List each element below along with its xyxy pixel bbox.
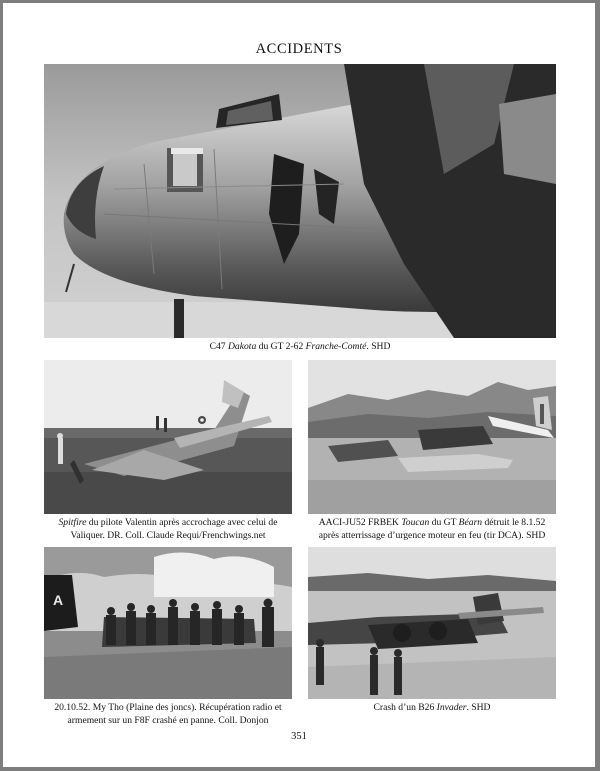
caption-ju52-toucan	[308, 517, 556, 542]
caption-line-2: Valiquer. DR. Coll. Claude Requi/Frenchwings.net	[70, 529, 266, 541]
caption-b26-invader	[308, 702, 556, 715]
book-page	[3, 3, 595, 767]
caption-text: du pilote Valentin après accrochage avec celui de	[86, 517, 278, 528]
photo-f8f-recovery-image	[44, 547, 292, 699]
caption-line-1: 20.10.52. My Tho (Plaine des joncs). Récupération radio et	[54, 702, 282, 713]
caption-text: C47	[209, 341, 228, 352]
caption-text: . SHD	[466, 702, 491, 713]
photo-f8f-recovery	[44, 547, 292, 699]
caption-italic-aircraft-name: Invader	[436, 702, 467, 713]
photo-c47-dakota	[44, 64, 556, 338]
tail-letter: A	[52, 592, 64, 608]
caption-text: . SHD	[366, 341, 391, 352]
caption-line	[44, 341, 556, 354]
caption-line-2: armement sur un F8F crashé en panne. Coll. Donjon	[67, 714, 269, 726]
caption-f8f-recovery	[44, 702, 292, 727]
caption-line-2: après atterrissage d’urgence moteur en feu (tir DCA). SHD	[318, 529, 546, 541]
photo-c47-dakota-image	[44, 64, 556, 338]
caption-italic-aircraft-name: Toucan	[401, 517, 430, 528]
caption-line-1	[308, 517, 556, 530]
photo-spitfire	[44, 360, 292, 514]
caption-text: détruit le 8.1.52	[482, 517, 546, 528]
caption-italic-unit-name: Franche-Comté	[305, 341, 367, 352]
page-number: 351	[291, 731, 307, 742]
photo-spitfire-image	[44, 360, 292, 514]
caption-spitfire	[44, 517, 292, 542]
running-header: ACCIDENTS	[255, 41, 343, 57]
caption-italic-aircraft-name: Dakota	[228, 341, 257, 352]
caption-text: du GT	[429, 517, 459, 528]
photo-ju52-toucan-image	[308, 360, 556, 514]
photo-b26-invader-image	[308, 547, 556, 699]
photo-b26-invader	[308, 547, 556, 699]
caption-text: du GT 2-62	[256, 341, 306, 352]
caption-text: Crash d’un B26	[373, 702, 437, 713]
caption-line-1	[44, 517, 292, 530]
caption-italic-unit-name: Béarn	[458, 517, 483, 528]
caption-line	[308, 702, 556, 715]
caption-italic-aircraft-name: Spitfire	[58, 517, 87, 528]
photo-ju52-toucan	[308, 360, 556, 514]
caption-text: AACI-JU52 FRBEK	[318, 517, 402, 528]
caption-c47-dakota	[44, 341, 556, 354]
